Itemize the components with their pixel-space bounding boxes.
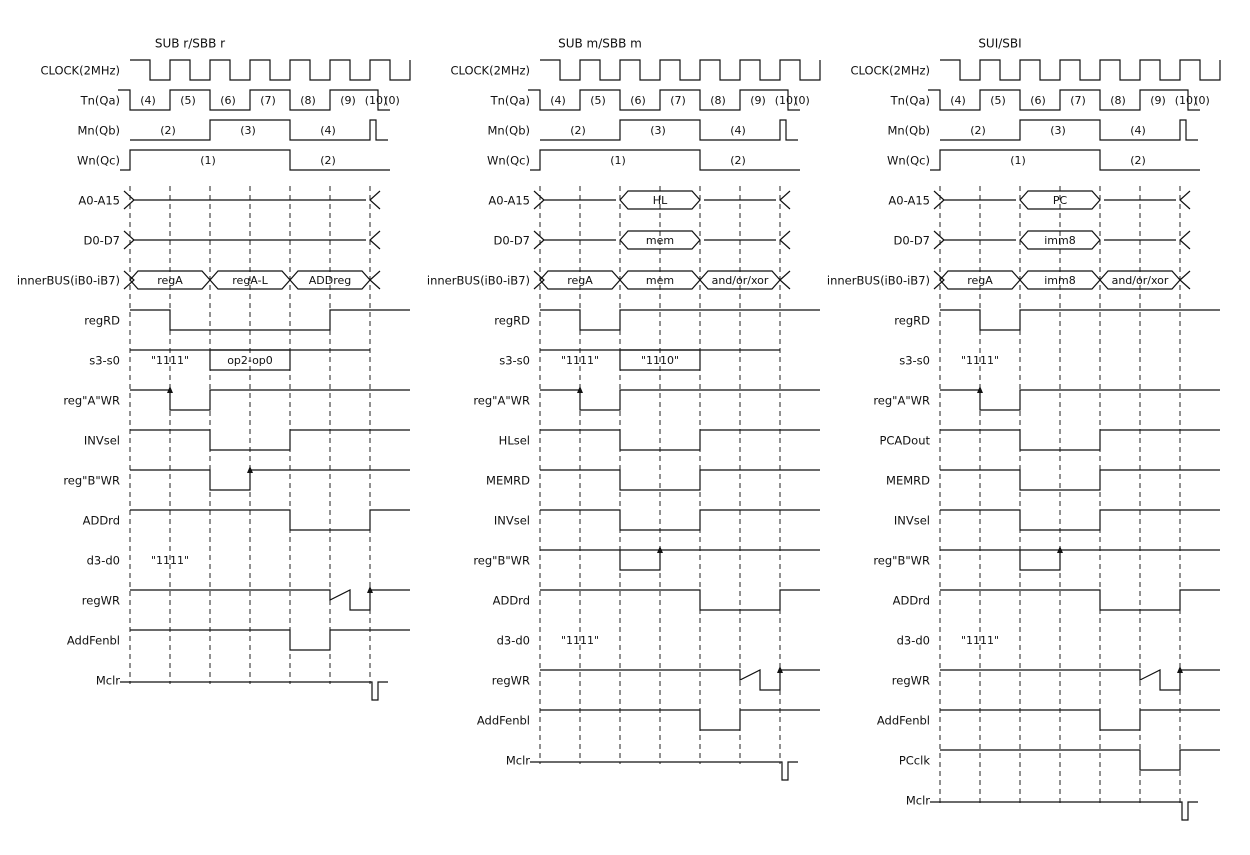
bus-end-mark [370,191,380,209]
signal-label: PCclk [898,753,930,768]
signal-label: innerBUS(iB0-iB7) [16,273,120,288]
signal-label: s3-s0 [899,353,930,368]
tn-state-label: (4) [550,94,566,107]
signal-label: regWR [891,673,930,688]
signal-label: innerBUS(iB0-iB7) [426,273,530,288]
bus-value-label: imm8 [1044,274,1076,287]
signal-row [490,90,810,110]
signal-label: d3-d0 [496,633,530,648]
level-waveform [540,310,820,330]
signal-row [899,750,1220,770]
tn-state-label: (6) [630,94,646,107]
signal-label: Mclr [95,673,120,688]
signal-label: D0-D7 [493,233,530,248]
signal-label: MEMRD [486,473,530,488]
bus-end-mark [1180,271,1190,289]
value-label: "1111" [960,354,1000,367]
wn-state-label: (1) [1010,154,1026,167]
bus-start-mark [124,231,134,249]
bus-start-mark [124,191,134,209]
clock-waveform [540,60,820,80]
tn-state-label: (9) [340,94,356,107]
bus-start-mark [534,231,544,249]
tn-state-label: (4) [950,94,966,107]
signal-label: Mn(Qb) [887,123,930,138]
value-label: "1111" [960,634,1000,647]
signal-label: regRD [494,313,530,328]
signal-row [894,510,1220,530]
level-waveform [540,430,820,450]
signal-row [499,430,820,450]
signal-row [888,191,1190,209]
signal-row [893,590,1220,610]
signal-label: regRD [894,313,930,328]
signal-row [486,470,820,490]
signal-row [873,386,1220,410]
value-label: "1111" [560,634,600,647]
bus-end-mark [1180,231,1190,249]
signal-label: ADDrd [82,513,120,528]
signal-row [473,546,820,570]
signal-label: Wn(Qc) [76,153,120,168]
wn-waveform [930,150,1200,170]
tn-state-label: (0) [794,94,810,107]
signal-row [84,231,381,249]
level-waveform [940,750,1220,770]
signal-label: Mn(Qb) [487,123,530,138]
signal-row [894,310,1220,330]
mclr-waveform [530,762,798,780]
panel-title: SUI/SBI [978,36,1022,51]
mn-state-label: (3) [650,124,666,137]
signal-row [897,634,999,648]
bus-value-label: regA-L [232,274,268,287]
tn-state-label: (10) [774,94,798,107]
wn-state-label: (2) [730,154,746,167]
tn-state-label: (6) [220,94,236,107]
signal-row [892,666,1220,690]
bus-end-mark [370,271,380,289]
signal-row [63,466,410,490]
bus-value-label: regA [157,274,183,287]
signal-row [506,754,798,781]
signal-label: reg"A"WR [63,393,120,408]
signal-row [499,350,780,370]
signal-row [80,90,400,110]
bus-end-mark [780,231,790,249]
signal-row [89,350,370,370]
timing-panel-2 [427,37,820,781]
tn-state-label: (5) [180,94,196,107]
signal-row [850,60,1220,80]
mn-state-label: (2) [160,124,176,137]
tn-state-label: (7) [670,94,686,107]
level-waveform [940,510,1220,530]
signal-label: Tn(Qa) [490,93,530,108]
level-waveform [940,590,1220,610]
bus-value-label: regA [567,274,593,287]
signal-label: reg"B"WR [63,473,120,488]
wn-state-label: (1) [610,154,626,167]
value-label: "1110" [640,354,680,367]
signal-label: regWR [491,673,530,688]
signal-label: reg"A"WR [873,393,930,408]
bus-start-mark [534,271,544,289]
signal-label: d3-d0 [86,553,120,568]
level-waveform [130,470,410,490]
tn-state-label: (10) [364,94,388,107]
signal-row [879,430,1220,450]
level-waveform [940,310,1220,330]
panel-title: SUB m/SBB m [558,36,642,51]
signal-label: INVsel [893,513,930,528]
tn-state-label: (8) [300,94,316,107]
signal-row [877,710,1220,730]
tn-state-label: (8) [710,94,726,107]
signal-label: HLsel [498,433,530,448]
level-waveform [940,430,1220,450]
timing-panel-1 [17,37,410,701]
bus-value-label: mem [645,274,675,287]
signal-label: d3-d0 [896,633,930,648]
signal-label: A0-A15 [78,193,120,208]
bus-end-mark [1180,191,1190,209]
mn-state-label: (3) [1050,124,1066,137]
signal-row [494,231,791,249]
wn-state-label: (2) [1130,154,1146,167]
level-waveform [130,630,410,650]
bus-value-label: PC [1052,194,1068,207]
signal-row [96,674,388,701]
tn-state-label: (7) [1070,94,1086,107]
mn-state-label: (3) [240,124,256,137]
signal-row [493,590,820,610]
value-label: "1111" [560,354,600,367]
signal-row [492,666,820,690]
tn-state-label: (10) [1174,94,1198,107]
signal-label: PCADout [879,433,930,448]
level-waveform [940,470,1220,490]
wn-state-label: (2) [320,154,336,167]
signal-row [63,386,410,410]
signal-label: AddFenbl [476,713,530,728]
signal-row [82,586,410,610]
bus-value-label: and/or/xor [711,274,769,287]
level-waveform [540,470,820,490]
signal-label: s3-s0 [499,353,530,368]
signal-label: MEMRD [886,473,930,488]
signal-row [473,386,820,410]
value-label: "1111" [150,354,190,367]
signal-label: CLOCK(2MHz) [850,63,930,78]
bus-end-mark [370,231,380,249]
signal-row [67,630,410,650]
signal-label: Mn(Qb) [77,123,120,138]
signal-row [40,60,410,80]
signal-label: regWR [81,593,120,608]
signal-row [78,191,380,209]
bus-end-mark [780,191,790,209]
signal-row [894,231,1191,249]
timing-panel-3 [827,37,1220,821]
signal-row [494,310,820,330]
signal-label: A0-A15 [888,193,930,208]
level-waveform [540,710,820,730]
signal-row [494,510,820,530]
signal-label: AddFenbl [876,713,930,728]
signal-row [84,430,410,450]
bus-value-label: ADDreg [308,274,352,287]
signal-row [77,120,388,140]
level-waveform [940,710,1220,730]
bus-start-mark [934,231,944,249]
signal-label: innerBUS(iB0-iB7) [826,273,930,288]
signal-label: D0-D7 [893,233,930,248]
signal-label: Tn(Qa) [80,93,120,108]
signal-label: reg"B"WR [873,553,930,568]
mn-state-label: (2) [570,124,586,137]
signal-label: ADDrd [892,593,930,608]
tn-state-label: (5) [990,94,1006,107]
bus-start-mark [934,191,944,209]
bus-start-mark [534,191,544,209]
bus-start-mark [124,271,134,289]
signal-row [84,310,410,330]
signal-label: Wn(Qc) [886,153,930,168]
wn-waveform [120,150,390,170]
signal-row [487,120,798,140]
clock-waveform [130,60,410,80]
mclr-waveform [120,682,388,700]
signal-label: regRD [84,313,120,328]
signal-label: Mclr [905,793,930,808]
tn-state-label: (0) [1194,94,1210,107]
signal-row [899,354,999,368]
bus-value-label: mem [645,234,675,247]
signal-row [488,191,790,209]
signal-label: A0-A15 [488,193,530,208]
tn-state-label: (9) [750,94,766,107]
tn-state-label: (5) [590,94,606,107]
signal-row [17,271,380,289]
signal-row [827,271,1190,289]
signal-row [77,150,390,170]
signal-label: INVsel [83,433,120,448]
wn-state-label: (1) [200,154,216,167]
value-label: "1111" [150,554,190,567]
bus-value-label: and/or/xor [1111,274,1169,287]
level-waveform [540,510,820,530]
signal-row [886,470,1220,490]
tn-state-label: (6) [1030,94,1046,107]
tn-state-label: (7) [260,94,276,107]
level-waveform [130,430,410,450]
mn-state-label: (4) [730,124,746,137]
signal-label: CLOCK(2MHz) [40,63,120,78]
signal-label: CLOCK(2MHz) [450,63,530,78]
level-waveform [540,590,820,610]
bus-end-mark [780,271,790,289]
low-pulse [1020,550,1060,570]
signal-label: s3-s0 [89,353,120,368]
tn-state-label: (4) [140,94,156,107]
signal-label: Tn(Qa) [890,93,930,108]
panel-title: SUB r/SBB r [154,36,226,51]
signal-row [887,150,1200,170]
signal-label: reg"B"WR [473,553,530,568]
signal-label: ADDrd [492,593,530,608]
signal-row [906,794,1198,821]
signal-row [873,546,1220,570]
signal-row [450,60,820,80]
tn-state-label: (9) [1150,94,1166,107]
signal-row [427,271,790,289]
value-label: op2-op0 [227,354,273,367]
signal-row [477,710,820,730]
bus-value-label: regA [967,274,993,287]
signal-row [497,634,599,648]
low-pulse [620,550,660,570]
signal-label: D0-D7 [83,233,120,248]
mn-state-label: (2) [970,124,986,137]
signal-label: AddFenbl [66,633,120,648]
mn-state-label: (4) [320,124,336,137]
signal-row [83,510,410,530]
signal-row [890,90,1210,110]
tn-state-label: (0) [384,94,400,107]
level-waveform [130,310,410,330]
tn-state-label: (8) [1110,94,1126,107]
signal-row [487,150,800,170]
mclr-waveform [930,802,1198,820]
signal-label: INVsel [493,513,530,528]
wn-waveform [530,150,800,170]
signal-label: Mclr [505,753,530,768]
mn-state-label: (4) [1130,124,1146,137]
signal-row [887,120,1198,140]
bus-value-label: HL [652,194,668,207]
clock-waveform [940,60,1220,80]
signal-label: reg"A"WR [473,393,530,408]
level-waveform [130,510,410,530]
signal-row [87,554,189,568]
bus-start-mark [934,271,944,289]
bus-value-label: imm8 [1044,234,1076,247]
signal-label: Wn(Qc) [486,153,530,168]
